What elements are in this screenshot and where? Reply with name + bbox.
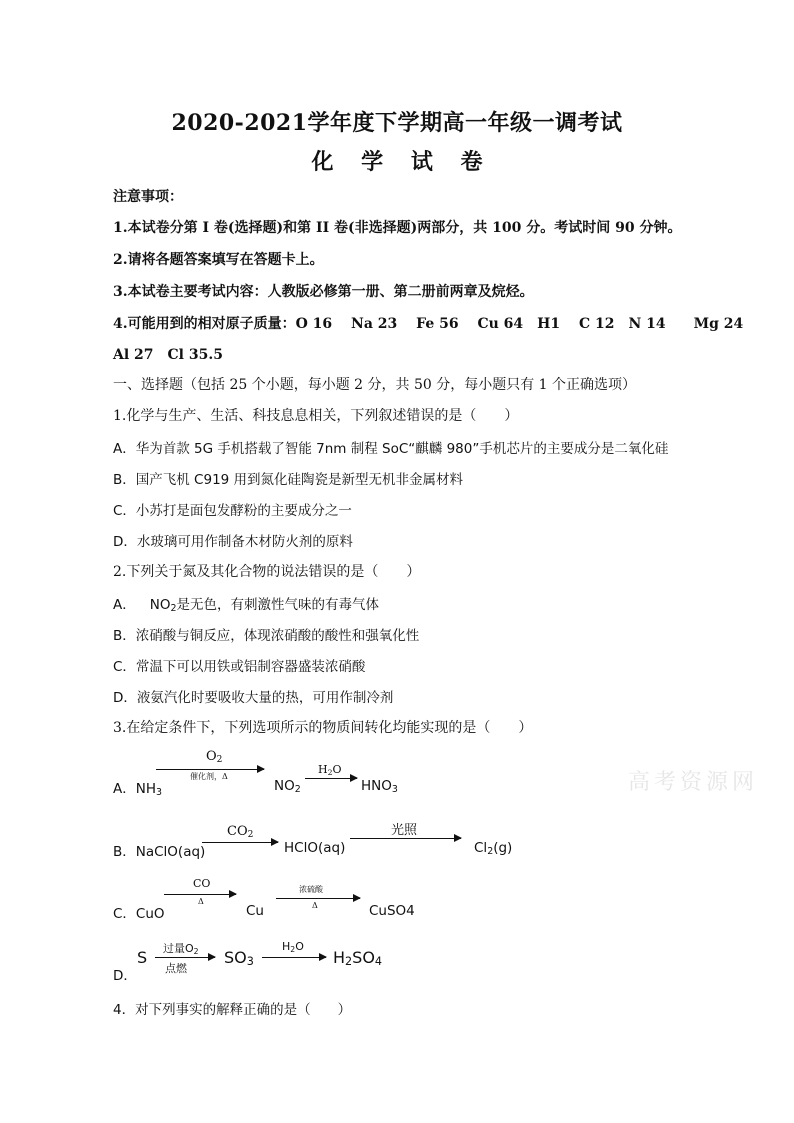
q3-option-d-label: D． — [113, 968, 137, 984]
q2-a-rest: 是无色，有刺激性气味的有毒气体 — [176, 597, 379, 613]
note-4-continued: Al 27 Cl 35.5 — [113, 347, 223, 363]
exam-title: 2020-2021学年度下学期高一年级一调考试 — [171, 110, 623, 136]
q2-a-formula: NO — [149, 597, 171, 613]
q3-c-arrow2-top: 浓硫酸 — [299, 885, 323, 894]
q1-option-b: B．国产飞机 C919 用到氮化硅陶瓷是新型无机非金属材料 — [113, 472, 464, 488]
q3-a-end: $HNO_3$ — [361, 778, 398, 795]
reaction-arrow — [350, 838, 461, 839]
q3-d-arrow2-top: $H_2O$ — [282, 940, 304, 954]
reaction-arrow — [276, 898, 360, 899]
q3-d-arrow1-top: 过量$O_2$ — [163, 942, 199, 956]
q3-option-b-label: B．NaClO(aq) — [113, 844, 206, 860]
q2-stem: 2.下列关于氮及其化合物的说法错误的是（ ） — [113, 564, 421, 580]
q3-b-end: $Cl_2(g)$ — [474, 840, 513, 857]
reaction-arrow — [202, 842, 278, 843]
q3-d-mid: $SO_3$ — [224, 948, 254, 968]
q2-a-sub: 2 — [170, 603, 177, 614]
q2-option-d: D．液氨汽化时要吸收大量的热，可用作制冷剂 — [113, 690, 394, 706]
note-2: 2.请将各题答案填写在答题卡上。 — [113, 252, 324, 268]
q1-option-c: C．小苏打是面包发酵粉的主要成分之一 — [113, 503, 352, 519]
q1-option-d: D．水玻璃可用作制备木材防火剂的原料 — [113, 534, 353, 550]
q3-c-arrow1-bottom: Δ — [198, 897, 204, 906]
q3-option-c-label: C．CuO — [113, 906, 165, 922]
q3-b-arrow2-top: 光照 — [391, 823, 418, 838]
q3-d-arrow1-bottom: 点燃 — [165, 962, 187, 975]
reaction-arrow — [155, 957, 215, 958]
q2-option-c: C．常温下可以用铁或铝制容器盛装浓硝酸 — [113, 659, 366, 675]
q3-c-arrow2-bottom: Δ — [312, 901, 318, 910]
q3-d-end: $H_2SO_4$ — [333, 948, 383, 968]
q3-option-a-label: A．$NH_3$ — [113, 781, 163, 798]
exam-subtitle: 化 学 试 卷 — [311, 149, 493, 175]
q3-c-arrow1-top: CO — [193, 877, 211, 890]
q3-a-mid: $NO_2$ — [274, 778, 301, 795]
q3-a-arrow1-top: $O_2$ — [206, 749, 223, 765]
q3-a-arrow1-bottom: 催化剂，Δ — [190, 772, 228, 781]
q3-b-mid: HClO(aq) — [284, 840, 346, 856]
q3-c-end: CuSO4 — [369, 903, 415, 919]
q3-c-mid: Cu — [246, 903, 264, 919]
watermark: 高考资源网 — [628, 770, 759, 795]
q3-b-arrow1-top: $CO_2$ — [227, 824, 254, 840]
q2-a-prefix: A． — [113, 597, 136, 613]
q2-option-b: B．浓硝酸与铜反应，体现浓硝酸的酸性和强氧化性 — [113, 628, 420, 644]
reaction-arrow — [262, 957, 326, 958]
q1-option-a: A．华为首款 5G 手机搭载了智能 7nm 制程 SoC“麒麟 980”手机芯片的主要成分是二氧化硅 — [113, 441, 669, 457]
reaction-arrow — [305, 778, 357, 779]
note-3: 3.本试卷主要考试内容：人教版必修第一册、第二册前两章及烷烃。 — [113, 284, 534, 300]
note-1: 1.本试卷分第 I 卷(选择题)和第 II 卷(非选择题)两部分，共 100 分。考试时间 90 分钟。 — [113, 220, 682, 236]
note-4: 4.可能用到的相对原子质量：O 16 Na 23 Fe 56 Cu 64 H1 C 12 N 14 Mg 24 — [113, 316, 744, 332]
q1-stem: 1.化学与生产、生活、科技息息相关，下列叙述错误的是（ ） — [113, 408, 519, 424]
q3-d-start: S — [137, 948, 148, 967]
q2-option-a — [113, 593, 379, 614]
q3-stem: 3.在给定条件下，下列选项所示的物质间转化均能实现的是（ ） — [113, 720, 533, 736]
reaction-arrow — [156, 769, 264, 770]
reaction-arrow — [164, 894, 236, 895]
q3-a-arrow2-top: $H_2O$ — [318, 763, 342, 777]
q4-stem: 4．对下列事实的解释正确的是（ ） — [113, 1002, 352, 1018]
section-heading: 一、选择题（包括 25 个小题，每小题 2 分，共 50 分，每小题只有 1 个正确选项） — [113, 377, 637, 393]
notes-heading: 注意事项： — [113, 189, 183, 205]
